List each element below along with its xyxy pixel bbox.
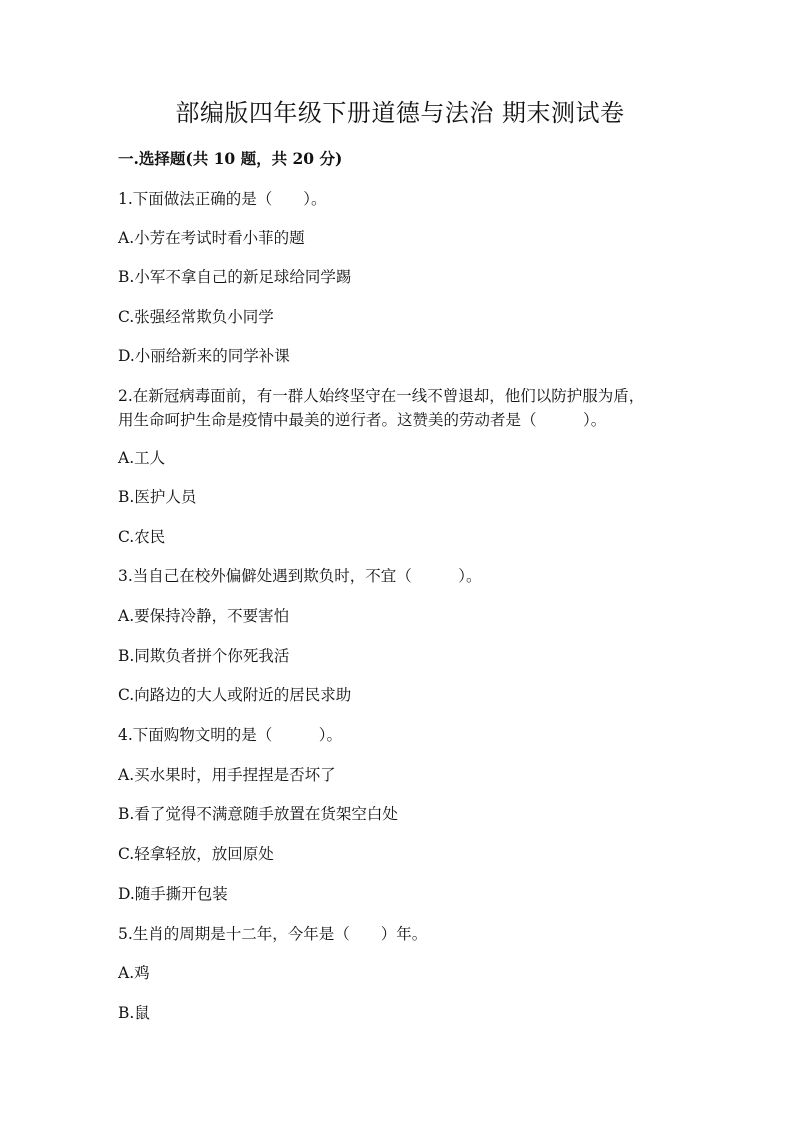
question-2-option-b: B.医护人员 xyxy=(118,488,197,506)
question-5-option-b: B.鼠 xyxy=(118,1004,150,1022)
question-3-option-a: A.要保持冷静，不要害怕 xyxy=(118,607,290,625)
question-5-option-a: A.鸡 xyxy=(118,964,150,982)
question-3-option-c: C.向路边的大人或附近的居民求助 xyxy=(118,686,352,704)
question-1-option-d: D.小丽给新来的同学补课 xyxy=(118,347,290,365)
section-heading: 一.选择题(共 10 题，共 20 分) xyxy=(118,149,343,168)
question-4-option-b: B.看了觉得不满意随手放置在货架空白处 xyxy=(118,805,398,823)
question-1-option-c: C.张强经常欺负小同学 xyxy=(118,308,274,326)
question-3-option-b: B.同欺负者拼个你死我活 xyxy=(118,647,290,665)
page-title: 部编版四年级下册道德与法治 期末测试卷 xyxy=(175,99,625,127)
question-2-stem-line-1: 2.在新冠病毒面前，有一群人始终坚守在一线不曾退却，他们以防护服为盾， xyxy=(118,387,645,405)
question-2-option-c: C.农民 xyxy=(118,528,166,546)
question-5-stem: 5.生肖的周期是十二年，今年是（ ）年。 xyxy=(118,925,428,943)
question-1-option-a: A.小芳在考试时看小菲的题 xyxy=(118,229,305,247)
question-4-option-d: D.随手撕开包装 xyxy=(118,885,228,903)
question-4-option-a: A.买水果时，用手捏捏是否坏了 xyxy=(118,766,336,784)
question-2-option-a: A.工人 xyxy=(118,449,166,467)
question-2-stem xyxy=(118,384,678,432)
question-1-stem: 1.下面做法正确的是（ ）。 xyxy=(118,190,327,208)
question-4-stem: 4.下面购物文明的是（ ）。 xyxy=(118,726,343,744)
question-4-option-c: C.轻拿轻放，放回原处 xyxy=(118,845,274,863)
question-1-option-b: B.小军不拿自己的新足球给同学踢 xyxy=(118,268,352,286)
question-3-stem: 3.当自己在校外偏僻处遇到欺负时，不宜（ ）。 xyxy=(118,567,482,585)
question-2-stem-line-2: 用生命呵护生命是疫情中最美的逆行者。这赞美的劳动者是（ ）。 xyxy=(118,411,607,429)
